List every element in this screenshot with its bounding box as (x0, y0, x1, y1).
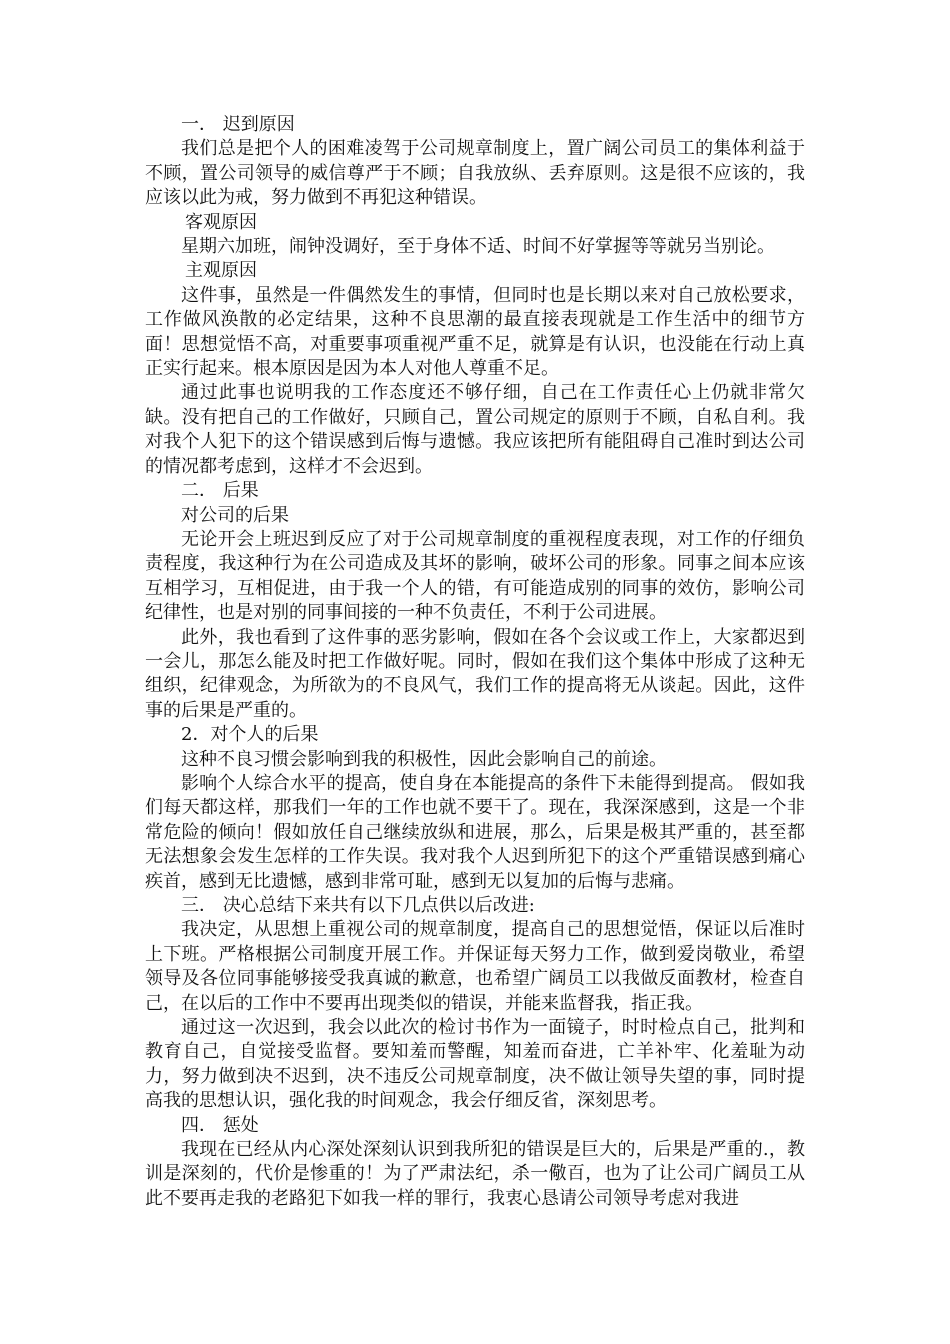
subheading: 对公司的后果 (181, 504, 289, 526)
section-heading: 二． 后果 (181, 480, 259, 502)
paragraph: 无论开会上班迟到反应了对于公司规章制度的重视程度表现，对工作的仔细负责程度，我这种行为在公司造成及其坏的影响，破坏公司的形象。同事之间本应该互相学习，互相促进，由于我一个人的错，有可能造成别的同事的效仿，影响公司纪律性，也是对别的同事间接的一种不负责任，不利于公司进展。 (145, 528, 805, 624)
section-heading: 三． 决心总结下来共有以下几点供以后改进: (181, 895, 535, 916)
section-heading: 一． 迟到原因 (181, 114, 295, 135)
section-heading: 四． 惩处 (181, 1114, 259, 1136)
paragraph: 我们总是把个人的困难凌驾于公司规章制度上，置广阔公司员工的集体利益于不顾，置公司领导的威信尊严于不顾；自我放纵、丢弃原则。这是很不应该的，我应该以此为戒，努力做到不再犯这种错误。 (145, 138, 805, 209)
document-body (145, 113, 805, 1211)
paragraph: 影响个人综合水平的提高，使自身在本能提高的条件下未能得到提高。 假如我们每天都这样，那我们一年的工作也就不要干了。现在，我深深感到，这是一个非常危险的倾向！假如放任自己继续放纵和进展，那么，后果是极其严重的，甚至都无法想象会发生怎样的工作失误。我对我个人迟到所犯下的这个严重错误感到痛心疾首，感到无比遗憾，感到非常可耻，感到无以复加的后悔与悲痛。 (145, 772, 805, 892)
paragraph: 通过此事也说明我的工作态度还不够仔细，自己在工作责任心上仍就非常欠缺。没有把自己的工作做好，只顾自己，置公司规定的原则于不顾，自私自利。我对我个人犯下的这个错误感到后悔与遗憾。我应该把所有能阻碍自己准时到达公司的情况都考虑到，这样才不会迟到。 (145, 382, 805, 477)
subheading: 客观原因 (185, 211, 257, 233)
paragraph: 这种不良习惯会影响到我的积极性，因此会影响自己的前途。 (181, 748, 667, 770)
paragraph: 我现在已经从内心深处深刻认识到我所犯的错误是巨大的，后果是严重的.，教训是深刻的，代价是惨重的！为了严肃法纪，杀一儆百，也为了让公司广阔员工从此不要再走我的老路犯下如我一样的罪行，我衷心恳请公司领导考虑对我进 (145, 1139, 805, 1209)
subheading: 2．对个人的后果 (181, 724, 319, 746)
paragraph: 这件事，虽然是一件偶然发生的事情，但同时也是长期以来对自己放松要求，工作做风涣散的必定结果，这种不良思潮的最直接表现就是工作生活中的细节方面！思想觉悟不高，对重要事项重视严重不足，就算是有认识，也没能在行动上真正实行起来。根本原因是因为本人对他人尊重不足。 (145, 284, 805, 380)
paragraph: 此外，我也看到了这件事的恶劣影响，假如在各个会议或工作上，大家都迟到一会儿，那怎么能及时把工作做好呢。同时，假如在我们这个集体中形成了这种无组织，纪律观念，为所欲为的不良风气，我们工作的提高将无从谈起。因此，这件事的后果是严重的。 (145, 626, 805, 721)
paragraph: 星期六加班，闹钟没调好，至于身体不适、时间不好掌握等等就另当别论。 (181, 236, 775, 258)
paragraph: 我决定，从思想上重视公司的规章制度，提高自己的思想觉悟，保证以后准时上下班。严格根据公司制度开展工作。并保证每天努力工作，做到爱岗敬业，希望领导及各位同事能够接受我真诚的歉意，也希望广阔员工以我做反面教材，检查自己，在以后的工作中不要再出现类似的错误，并能来监督我，指正我。 (145, 919, 805, 1014)
paragraph: 通过这一次迟到，我会以此次的检讨书作为一面镜子，时时检点自己，批判和教育自己，自觉接受监督。要知羞而警醒，知羞而奋进，亡羊补牢、化羞耻为动力，努力做到决不迟到，决不违反公司规章制度，决不做让领导失望的事，同时提高我的思想认识，强化我的时间观念，我会仔细反省，深刻思考。 (145, 1017, 805, 1112)
subheading: 主观原因 (185, 260, 257, 282)
